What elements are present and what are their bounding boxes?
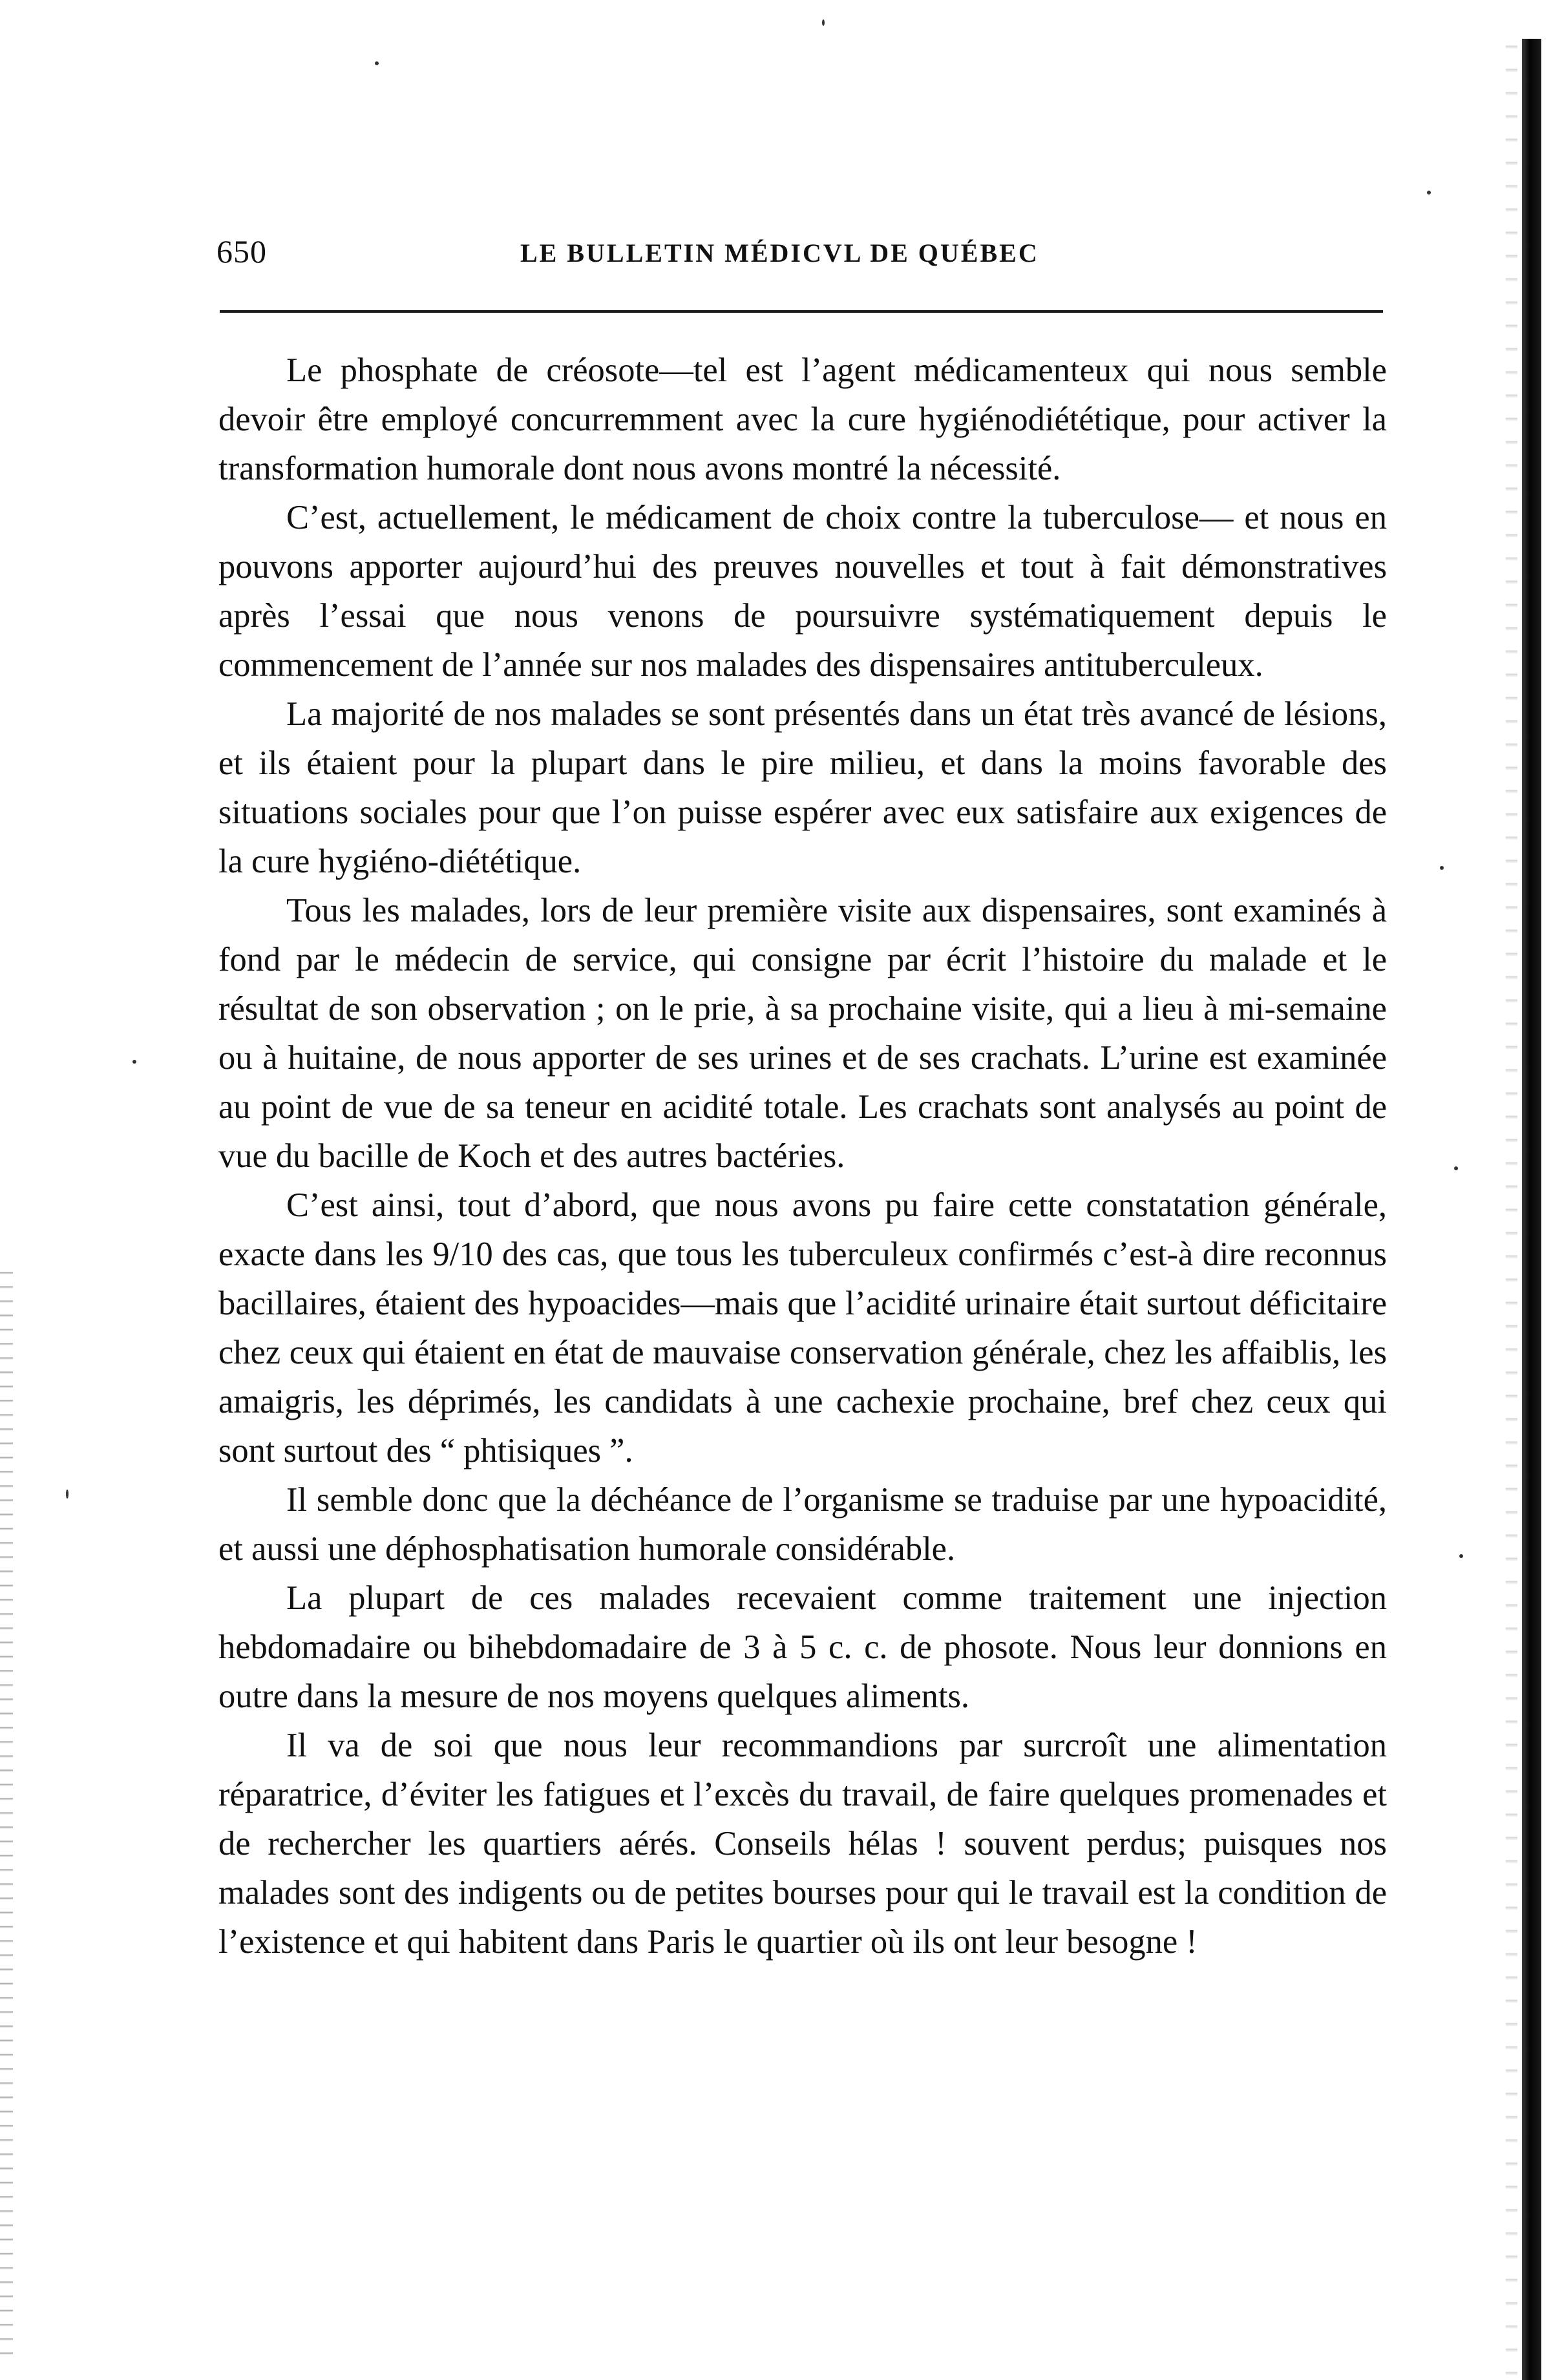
- scan-speck: [375, 61, 379, 65]
- scan-speck: [1440, 866, 1444, 870]
- paragraph-7: La plupart de ces malades recevaient comme traitement une injection hebdomadaire ou bihebdomadaire de 3 à 5 c. c. de phosote. Nous leur donnions en outre dans la mesure de nos moyens quelques aliments.: [218, 1579, 1387, 1715]
- scan-speck: [822, 19, 825, 26]
- scan-speck: [1454, 1166, 1458, 1170]
- paragraph-2: C’est, actuellement, le médicament de choix contre la tuberculose— et nous en pouvons apporter aujourd’hui des preuves nouvelles et tout à fait démonstratives après l’essai que nous venons de poursuivre systématiquement depuis le commencement de l’année sur nos malades des dispensaires antituberculeux.: [218, 499, 1387, 684]
- paragraph-6: Il semble donc que la déchéance de l’organisme se traduise par une hypoacidité, et aussi une déphosphatisation humorale considérable.: [218, 1481, 1387, 1568]
- scan-speck: [66, 1490, 69, 1499]
- scan-speck: [1427, 191, 1431, 195]
- paragraph-8: Il va de soi que nous leur recommandions par surcroît une alimentation réparatrice, d’éviter les fatigues et l’excès du travail, de faire quelques promenades et de rechercher les quartiers aérés. Conseils hélas ! souvent perdus; puisques nos malades sont des indigents ou de petites bourses pour qui le travail est la condition de l’existence et qui habitent dans Paris le quartier où ils ont leur besogne !: [218, 1727, 1387, 1961]
- journal-title: LE BULLETIN MÉDICVL DE QUÉBEC: [520, 238, 1039, 268]
- left-edge-scan-artifact: [0, 1260, 13, 2359]
- binding-shadow: [1522, 39, 1541, 2380]
- page-edge-texture: [1506, 26, 1517, 2380]
- header-rule: [220, 310, 1383, 313]
- article-body: [218, 346, 1387, 1966]
- scan-speck: [132, 1060, 136, 1064]
- paragraph-4: Tous les malades, lors de leur première visite aux dispensaires, sont examinés à fond par le médecin de service, qui consigne par écrit l’histoire du malade et le résultat de son observation ; on le prie, à sa prochaine visite, qui a lieu à mi-semaine ou à huitaine, de nous apporter de ses urines et de ses crachats. L’urine est examinée au point de vue de sa teneur en acidité totale. Les crachats sont analysés au point de vue du bacille de Koch et des autres bactéries.: [218, 892, 1387, 1175]
- scan-speck: [1459, 1554, 1463, 1558]
- paragraph-3: La majorité de nos malades se sont présentés dans un état très avancé de lésions, et ils étaient pour la plupart dans le pire milieu, et dans la moins favorable des situations sociales pour que l’on puisse espérer avec eux satisfaire aux exigences de la cure hygiéno-diététique.: [218, 695, 1387, 880]
- paragraph-5: C’est ainsi, tout d’abord, que nous avons pu faire cette constatation générale, exacte dans les 9/10 des cas, que tous les tuberculeux confirmés c’est-à dire reconnus bacillaires, étaient des hypoacides—mais que l’acidité urinaire était surtout déficitaire chez ceux qui étaient en état de mauvaise conservation générale, chez les affaiblis, les amaigris, les déprimés, les candidats à une cachexie prochaine, bref chez ceux qui sont surtout des “ phtisiques ”.: [218, 1186, 1387, 1469]
- paragraph-1: Le phosphate de créosote—tel est l’agent médicamenteux qui nous semble devoir être employé concurremment avec la cure hygiénodiététique, pour activer la transformation humorale dont nous avons montré la nécessité.: [218, 352, 1387, 487]
- running-header: [216, 233, 1386, 278]
- page-number: 650: [216, 233, 267, 269]
